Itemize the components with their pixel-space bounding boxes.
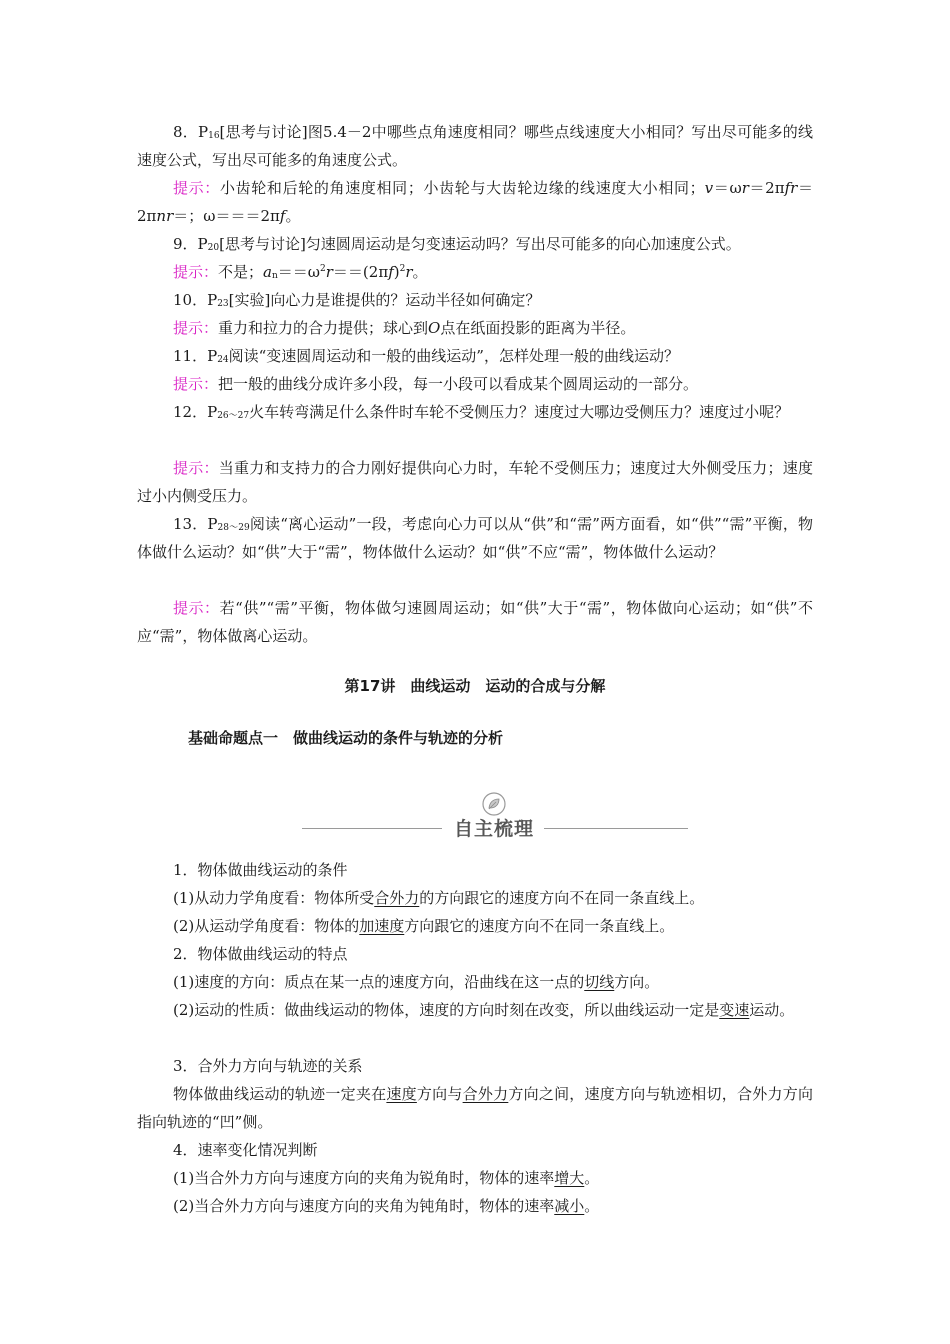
underlined-answer: 合外力 [462, 1085, 509, 1103]
question-12 [137, 398, 813, 426]
text: (2)当合外力方向与速度方向的夹角为钝角时，物体的速率 [173, 1197, 555, 1215]
answer-text: 重力和拉力的合力提供；球心到 [218, 319, 429, 337]
answer-text: 点在纸面投影的距离为半径。 [440, 319, 636, 337]
var-f: f [279, 207, 286, 225]
formula-part: ) [393, 263, 400, 281]
text: (1)当合外力方向与速度方向的夹角为锐角时，物体的速率 [173, 1169, 555, 1187]
question-number: 9．P [173, 235, 208, 253]
answer-text: 当重力和支持力的合力刚好提供向心力时，车轮不受侧压力；速度过大外侧受压力；速度过小内侧受压力。 [137, 459, 813, 505]
question-number: 8．P [173, 123, 209, 141]
section-title: 基础命题点一 做曲线运动的条件与轨迹的分析 [188, 729, 504, 747]
question-text: [实验]向心力是谁提供的？运动半径如何确定？ [228, 291, 541, 309]
var-n: n [156, 207, 167, 225]
exponent: 2 [399, 264, 406, 274]
point-3-body [137, 1080, 813, 1136]
var-r: r [741, 179, 749, 197]
formula-part: ＝；ω＝＝＝2π [173, 207, 280, 225]
formula-part: 。 [412, 263, 428, 281]
question-8 [137, 118, 813, 174]
var-a: a [263, 263, 272, 281]
text: 。 [584, 1197, 600, 1215]
underlined-answer: 减小 [554, 1197, 585, 1215]
point-3-heading: 3．合外力方向与轨迹的关系 [173, 1057, 363, 1075]
var-r: r [405, 263, 413, 281]
underlined-answer: 合外力 [374, 889, 420, 907]
point-4-line-1 [137, 1164, 813, 1192]
point-4-line-2 [137, 1192, 813, 1220]
formula-part: ＝2π [137, 179, 813, 225]
question-text: 阅读“离心运动”一段，考虑向心力可以从“供”和“需”两方面看，如“供”“需”平衡，物体做什么运动？如“供”大于“需”，物体做什么运动？如“供”不应“需”，物体做什么运动？ [137, 515, 813, 561]
formula-part: ＝＝ω [277, 263, 321, 281]
answer-11 [137, 370, 813, 398]
answer-10 [137, 314, 813, 342]
hint-label: 提示： [173, 375, 219, 393]
text: 方向与 [416, 1085, 463, 1103]
point-4-heading: 4．速率变化情况判断 [173, 1141, 318, 1159]
answer-12 [137, 454, 813, 510]
var-f: f [388, 263, 394, 281]
underlined-answer: 加速度 [359, 917, 405, 935]
answer-8 [137, 174, 813, 230]
var-r: r [790, 179, 798, 197]
section-banner [300, 790, 690, 846]
answer-9 [137, 258, 813, 286]
var-r: r [166, 207, 174, 225]
formula-part: ＝＝(2π [332, 263, 389, 281]
page-subscript: 23 [217, 299, 229, 309]
text: 。 [584, 1169, 600, 1187]
answer-13 [137, 594, 813, 650]
question-text: [思考与讨论]图5.4－2中哪些点角速度相同？哪些点线速度大小相同？写出尽可能多的线速度公式，写出尽可能多的角速度公式。 [137, 123, 813, 169]
underlined-answer: 增大 [554, 1169, 585, 1187]
lecture-title: 第17讲 曲线运动 运动的合成与分解 [344, 677, 606, 695]
answer-text: 若“供”“需”平衡，物体做匀速圆周运动；如“供”大于“需”，物体做向心运动；如“供”不应“需”，物体做离心运动。 [137, 599, 813, 645]
answer-text: 小齿轮和后轮的角速度相同；小齿轮与大齿轮边缘的线速度大小相同； [219, 179, 705, 197]
page-subscript: 16 [208, 131, 220, 141]
text: (1)速度的方向：质点在某一点的速度方向，沿曲线在这一点的 [173, 973, 585, 991]
question-text: 火车转弯满足什么条件时车轮不受侧压力？速度过大哪边受侧压力？速度过小呢？ [249, 403, 790, 421]
text: 方向之间，速度方向与轨迹相切，合外力方向指向轨迹的“凹”侧。 [137, 1085, 813, 1131]
answer-text: 把一般的曲线分成许多小段，每一小段可以看成某个圆周运动的一部分。 [218, 375, 699, 393]
formula-part: ＝ω [713, 179, 742, 197]
page-subscript: 28～29 [217, 523, 250, 533]
text: 方向。 [614, 973, 660, 991]
hint-label: 提示： [173, 263, 219, 281]
question-13 [137, 510, 813, 566]
text: (1)从动力学角度看：物体所受 [173, 889, 375, 907]
question-text: [思考与讨论]匀速圆周运动是匀变速运动吗？写出尽可能多的向心加速度公式。 [219, 235, 741, 253]
question-number: 11．P [173, 347, 218, 365]
page-subscript: 26～27 [217, 411, 250, 421]
formula-part: ＝2π [748, 179, 785, 197]
text: 的方向跟它的速度方向不在同一条直线上。 [419, 889, 705, 907]
point-1-heading: 1．物体做曲线运动的条件 [173, 861, 348, 879]
var-v: v [704, 179, 714, 197]
hint-label: 提示： [173, 459, 219, 477]
point-2-heading: 2．物体做曲线运动的特点 [173, 945, 348, 963]
formula-part: 。 [285, 207, 301, 225]
point-2-line-2 [137, 996, 813, 1024]
leaf-icon [482, 792, 506, 816]
text: 方向跟它的速度方向不在同一条直线上。 [404, 917, 675, 935]
page-subscript: 24 [217, 355, 229, 365]
page-subscript: 20 [207, 243, 220, 253]
underlined-answer: 速度 [386, 1085, 417, 1103]
hint-label: 提示： [173, 319, 219, 337]
question-number: 10．P [173, 291, 218, 309]
question-10 [137, 286, 813, 314]
question-number: 13．P [173, 515, 218, 533]
hint-label: 提示： [173, 179, 220, 197]
point-1-line-1 [137, 884, 813, 912]
var-subscript: n [271, 271, 278, 281]
hint-label: 提示： [173, 599, 220, 617]
banner-rule-left [302, 828, 442, 829]
var-o: O [428, 319, 441, 337]
exponent: 2 [320, 264, 326, 274]
banner-rule-right [544, 828, 688, 829]
var-f: f [784, 179, 791, 197]
point-2-line-1 [137, 968, 813, 996]
banner-title: 自主梳理 [453, 818, 534, 840]
question-11 [137, 342, 813, 370]
text: 物体做曲线运动的轨迹一定夹在 [173, 1085, 387, 1103]
text: (2)从运动学角度看：物体的 [173, 917, 360, 935]
text: (2)运动的性质：做曲线运动的物体，速度的方向时刻在改变，所以曲线运动一定是 [173, 1001, 720, 1019]
answer-text: 不是； [218, 263, 264, 281]
question-number: 12．P [173, 403, 218, 421]
underlined-answer: 变速 [719, 1001, 750, 1019]
text: 运动。 [749, 1001, 795, 1019]
question-text: 阅读“变速圆周运动和一般的曲线运动”，怎样处理一般的曲线运动？ [228, 347, 679, 365]
question-9 [137, 230, 813, 258]
var-r: r [325, 263, 333, 281]
point-1-line-2 [137, 912, 813, 940]
underlined-answer: 切线 [584, 973, 615, 991]
